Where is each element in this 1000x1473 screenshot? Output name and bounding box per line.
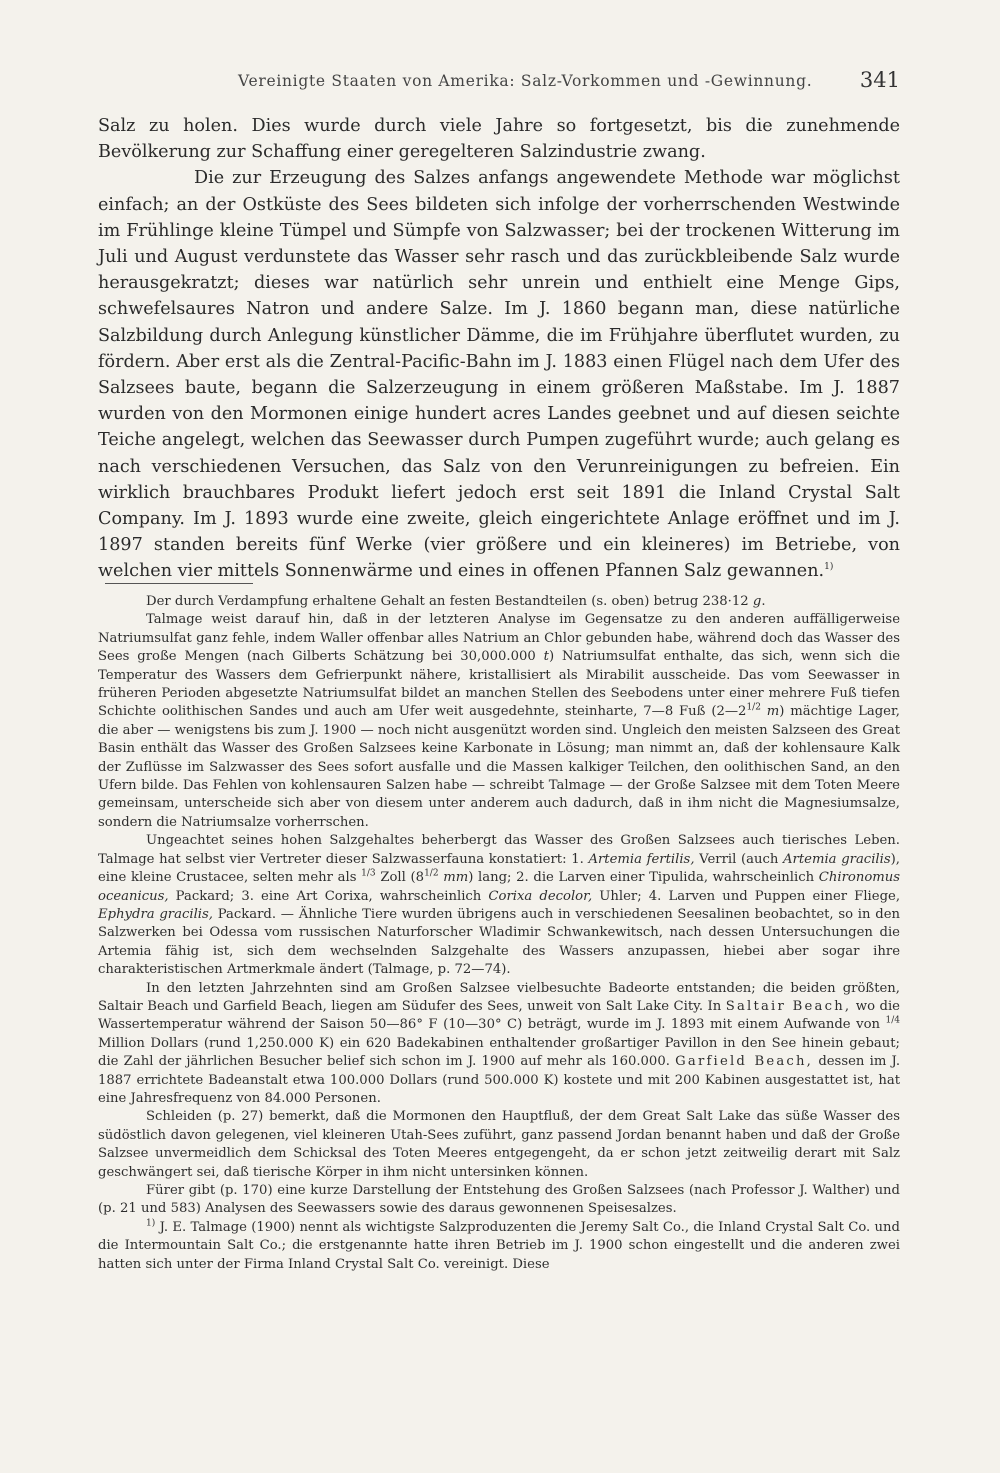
paragraph-1: Salz zu holen. Dies wurde durch viele Jahre so fortgesetzt, bis die zunehmende Bevölkerung zur Schaffung einer geregelteren Salzindustrie zwang. [98,116,900,163]
running-title: Vereinigte Staaten von Amerika: Salz-Vorkommen und -Gewinnung. [238,72,813,90]
note-text: ), eine kleine Crustacee, selten mehr als [98,851,900,886]
species-name: Ephydra gracilis, [98,906,213,922]
unit: t [543,649,549,665]
unit: m [766,704,780,720]
paragraph-2 [98,165,900,584]
notes-section [98,593,900,1274]
note-paragraph-6: Fürer gibt (p. 170) eine kurze Darstellung der Entstehung des Großen Salzsees (nach Professor J. Walther) und (p. 21 und 583) Analysen des Seewassers sowie des daraus gewonnenen Speisesalzes. [98,1183,900,1217]
note-paragraph-1 [98,593,900,611]
note-paragraph-4 [98,980,900,1109]
page-number: 341 [859,68,900,92]
note-text: Uhler; 4. Larven und Puppen einer Fliege, [599,888,901,904]
place-name: Garfield Beach, [675,1054,814,1070]
note-paragraph-2 [98,611,900,832]
fraction: 1/2 [424,868,439,879]
species-name: Artemia fertilis, [588,851,695,867]
fraction: 1/4 [885,1015,900,1026]
note-paragraph-5: Schleiden (p. 27) bemerkt, daß die Mormonen den Hauptfluß, der dem Great Salt Lake das süße Wasser des südöstlich davon gelegenen, viel kleineren Utah-Sees zuführt, ganz passend Jordan benannt haben und daß der Große Salzsee unvermeidlich dem Schicksal des Toten Meeres entgegengeht, da er schon jetzt zeitweilig derart mit Salz geschwängert sei, daß tierische Körper in ihm nicht untersinken können. [98,1109,900,1180]
running-head [98,70,900,96]
fraction: 1/2 [746,703,761,714]
note-text: Zoll (8 [380,870,425,886]
note-text: ) lang; 2. die Larven einer Tipulida, wahrscheinlich [468,870,815,886]
note-text: In den letzten Jahrzehnten sind am Großen Salzsee vielbesuchte Badeorte entstanden; die beiden größten, Saltair Beach und Garfield Beach, liegen am Südufer des Sees, unweit von Salt Lake City. In [98,980,900,1014]
paragraph-2-text: Die zur Erzeugung des Salzes anfangs angewendete Methode war möglichst einfach; an der Ostküste des Sees bildeten sich infolge der vorherrschenden Westwinde im Frühlinge kleine Tümpel und Sümpfe von Salzwasser; bei der trockenen Witterung im Juli und August verdunstete das Wasser sehr rasch und das zurückbleibende Salz wurde herausgekratzt; dieses war natürlich sehr unrein und enthielt eine Menge Gips, schwefelsaures Natron und andere Salze. Im J. 1860 begann man, diese natürliche Salzbildung durch Anlegung künstlicher Dämme, die im Frühjahre überflutet wurden, zu fördern. Aber erst als die Zentral-Pacific-Bahn im J. 1883 einen Flügel nach dem Ufer des Salzsees baute, begann die Salzerzeugung in einem größeren Maßstabe. Im J. 1887 wurden von den Mormonen einige hundert acres Landes geebnet und auf diesen seichte Teiche angelegt, welchen das Seewasser durch Pumpen zugeführt wurde; auch gelang es nach verschiedenen Versuchen, das Salz von den Verunreinigungen zu befreien. Ein wirklich brauchbares Produkt liefert jedoch erst seit 1891 die Inland Crystal Salt Company. Im J. 1893 wurde eine zweite, gleich eingerichtete Anlage eröffnet und im J. 1897 standen bereits fünf Werke (vier größere und ein kleineres) im Betriebe, von welchen vier mittels Sonnenwärme und eines in offenen Pfannen Salz gewannen. [98,168,900,582]
note-text: Million Dollars (rund 1,250.000 K) ein 620 Badekabinen enthaltender großartiger Pavillon in den See hinein gebaut; die Zahl der jährlichen Besucher belief sich schon im J. 1900 auf mehr als 160.000. [98,1035,900,1070]
note-text: wo die Wassertemperatur während der Saison 50—86° F (10—30° C) beträgt, wurde im J. 1893 mit einem Aufwande von [98,998,900,1033]
footnote-reference: 1) [824,562,834,573]
note-text: Packard. — Ähnliche Tiere wurden übrigens auch in verschiedenen Seesalinen beobachtet, so in den Salzwerken bei Odessa vom russischen Naturforscher Wladimir Schwankewitsch, nach dessen Untersuchungen die Artemia fähig ist, sich dem wechselnden Salzgehalte des Wassers anzupassen, hiebei aber sogar ihre charakteristischen Artmerkmale ändert (Talmage, p. 72—74). [98,906,900,978]
note-text: Der durch Verdampfung erhaltene Gehalt an festen Bestandteilen (s. oben) betrug 238·12 [146,594,749,609]
note-text: Talmage weist darauf hin, daß in der letzteren Analyse im Gegensatze zu den anderen auffälligerweise Natriumsulfat ganz fehle, indem Waller offenbar alles Natrium an Chlor gebunden habe, während doch das Wasser des Sees große Mengen (nach Gilberts Schätzung bei 30,000.000 [98,612,900,665]
main-text [98,113,900,585]
note-text: ) mächtige Lager, die aber — wenigstens bis zum J. 1900 — noch nicht ausgenützt worden sind. Ungleich den meisten Salzseen des Great Basin enthält das Wasser des Großen Salzsees keine Karbonate in Lösung; man nimmt an, daß der kohlensaure Kalk der Zuflüsse im Salzwasser des Sees sofort ausfalle und die Massen kalkiger Teilchen, den oolithischen Sand, an den Ufern bilde. Das Fehlen von kohlensauren Salzen habe — schreibt Talmage — der Große Salzsee mit dem Toten Meere gemeinsam, unterscheide sich aber von diesem unter anderem auch dadurch, daß in ihm nicht die Magnesiumsalze, sondern die Natriumsalze vorherrschen. [98,704,900,830]
unit: g [752,594,762,609]
fraction: 1/3 [361,868,376,879]
note-text: Packard; 3. eine Art Corixa, wahrscheinlich [175,888,482,904]
note-text: Ungeachtet seines hohen Salzgehaltes beherbergt das Wasser des Großen Salzsees auch tierisches Leben. Talmage hat selbst vier Vertreter dieser Salzwasserfauna konstatiert: 1. [98,833,900,867]
note-text: Verril (auch [699,851,779,867]
species-name: Artemia gracilis [783,851,891,867]
note-paragraph-3 [98,832,900,979]
note-text: dessen im J. 1887 errichtete Badeanstalt etwa 100.000 Dollars (rund 500.000 K) kostete und mit 200 Kabinen ausgestattet ist, hat eine Jahresfrequenz von 84.000 Personen. [98,1054,901,1106]
species-name: Chironomus oceanicus, [98,870,901,904]
note-text: ) Natriumsulfat enthalte, das sich, wenn sich die Temperatur des Wassers dem Gefrierpunkt nähere, kristallisiert als Mirabilit ausscheide. Das vom Seewasser in früheren Perioden abgesetzte Natriumsulfat bildet an manchen Stellen des Seebodens unter einer mehrere Fuß tiefen Schichte oolithischen Sandes und auch am Ufer weit ausgedehnte, steinharte, 7—8 Fuß (2—2 [98,649,901,720]
note-text: . [761,594,766,609]
species-name: Corixa decolor, [488,888,593,904]
footnote-1 [98,1219,900,1274]
unit: mm [443,870,469,886]
footnote-text: J. E. Talmage (1900) nennt als wichtigste Salzproduzenten die Jeremy Salt Co., die Inland Crystal Salt Co. und die Intermountain Salt Co.; die erstgenannte hatte ihren Betrieb im J. 1900 schon eingestellt und die anderen zwei hatten sich unter der Firma Inland Crystal Salt Co. vereinigt. Diese [98,1219,900,1272]
footnote-marker: 1) [146,1218,156,1229]
footnote-rule [105,583,253,584]
place-name: Saltair Beach, [725,998,852,1014]
